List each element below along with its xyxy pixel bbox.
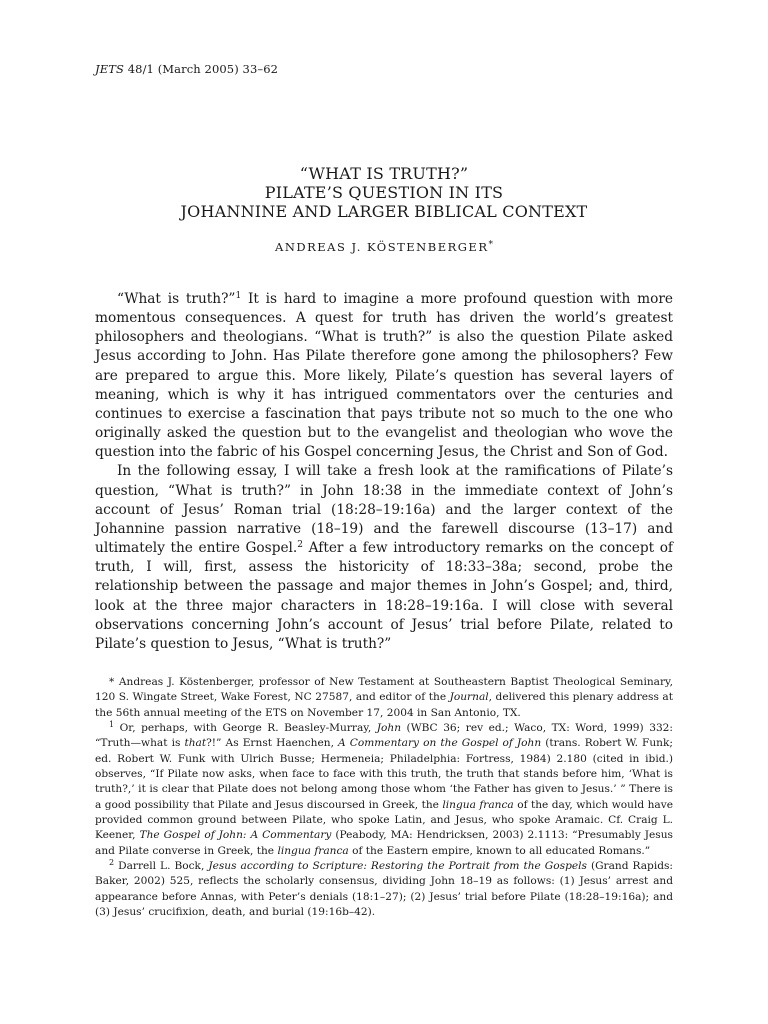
footnote-star <box>95 675 673 721</box>
footnote-1-italic: that <box>184 737 207 750</box>
footnote-star-mark: * <box>109 676 115 688</box>
title-line-3: JOHANNINE AND LARGER BIBLICAL CONTEXT <box>180 202 588 221</box>
title-line-2: PILATE’S QUESTION IN ITS <box>264 183 504 202</box>
journal-abbrev: JETS <box>95 62 124 76</box>
body-paragraph-2 <box>95 462 673 654</box>
footnote-1-text: (WBC 36; rev ed.; Waco, TX: Word, 1999) 332: “Truth—what is <box>95 722 673 750</box>
footnote-1-mark: 1 <box>109 720 115 730</box>
footnote-1-text: of the Eastern empire, known to all educated Romans.” <box>348 844 651 857</box>
paragraph-2-text-a: In the following essay, I will take a fresh look at the ramifications of Pilate’s question, “What is truth?” in John 18:38 in the immediate context of John’s account of Jesus’ Roman trial (18:28–19:16a) and the larger context of the Johannine passion narrative (18–19) and the farewell discourse (13–17) and ultimately the entire Gospel. <box>95 463 673 557</box>
footnote-2-text: (Grand Rapids: Baker, 2002) 525, reflects the scholarly consensus, dividing John 18–19 as follows: (1) Jesus’ arrest and appearance before Annas, with Peter’s denials (18:1–27); (2) Jesus’ trial before Pilate (18:28–19:16a); and (3) Jesus’ crucifixion, death, and burial (19:16b–42). <box>95 860 674 919</box>
paragraph-1-text: It is hard to imagine a more profound question with more momentous consequences. A quest for truth has driven the world’s greatest philosophers and theologians. “What is truth?” is also the question Pilate asked Jesus according to John. Has Pilate therefore gone among the philosophers? Few are prepared to argue this. More likely, Pilate’s question has several layers of meaning, which is why it has intrigued commentators over the centuries and continues to exercise a fascination that pays tribute not so much to the one who originally asked the question but to the evangelist and theologian who wove the question into the fabric of his Gospel concerning Jesus, the Christ and Son of God. <box>95 291 674 461</box>
footnote-1-text: ?!” As Ernst Haenchen, <box>206 737 339 750</box>
footnote-star-text-b: , delivered this plenary address at the 56th annual meeting of the ETS on November 17, 2004 in San Antonio, TX. <box>95 691 673 719</box>
footnote-ref-1[interactable]: 1 <box>235 291 242 301</box>
body-paragraph-1 <box>95 290 673 462</box>
running-head <box>95 62 278 76</box>
article-body <box>95 290 673 654</box>
footnote-1 <box>95 721 673 859</box>
journal-citation: 48/1 (March 2005) 33–62 <box>127 62 279 76</box>
footnote-2-mark: 2 <box>109 858 115 868</box>
footnote-star-journal: Journal <box>449 691 489 704</box>
article-title <box>95 164 673 221</box>
footnote-1-text: Or, perhaps, with George R. Beasley-Murray, <box>114 722 377 735</box>
journal-page <box>95 0 673 1024</box>
footnotes <box>95 675 673 921</box>
footnote-star-text-a: Andreas J. Köstenberger, professor of New Testament at Southeastern Baptist Theological Seminary, 120 S. Wingate Street, Wake Forest, NC 27587, and editor of the <box>95 676 673 704</box>
footnote-2 <box>95 859 673 920</box>
author-footnote-mark[interactable]: * <box>488 240 493 250</box>
paragraph-2-text-b: After a few introductory remarks on the concept of truth, I will, first, assess the historicity of 18:33–38a; second, probe the relationship between the passage and major themes in John’s Gospel; and, third, look at the three major characters in 18:28–19:16a. I will close with several observations concerning John’s account of Jesus’ trial before Pilate, related to Pilate’s question to Jesus, “What is truth?” <box>95 540 673 652</box>
footnote-1-italic: lingua franca <box>442 798 514 811</box>
footnote-1-italic: A Commentary on the Gospel of John <box>338 737 542 750</box>
footnote-1-italic: The Gospel of John: A Commentary <box>139 829 332 842</box>
footnote-2-text: Darrell L. Bock, <box>114 860 209 873</box>
footnote-1-text: of the day, which would have provided common ground between Pilate, who spoke Latin, and Jesus, who spoke Aramaic. Cf. Craig L. Keener, <box>95 798 673 842</box>
author-byline <box>95 240 673 254</box>
footnote-1-italic: John <box>376 722 402 735</box>
footnote-2-italic: Jesus according to Scripture: Restoring the Portrait from the Gospels <box>208 860 587 873</box>
author-name: ANDREAS J. KÖSTENBERGER <box>275 240 489 254</box>
footnote-1-italic: lingua franca <box>277 844 349 857</box>
opening-question: “What is truth?” <box>117 291 236 307</box>
title-line-1: “WHAT IS TRUTH?” <box>299 164 469 183</box>
footnote-ref-2[interactable]: 2 <box>297 540 304 551</box>
footnote-1-text: (trans. Robert W. Funk; ed. Robert W. Funk with Ulrich Busse; Hermeneia; Philadelphia: Fortress, 1984) 2.180 (cited in ibid.) observes, “If Pilate now asks, when face to face with this truth, the truth that stands before him, ‘What is truth?,’ it is clear that Pilate does not belong among those whom ‘the Father has given to Jesus.’ ” There is a good possibility that Pilate and Jesus discoursed in Greek, the <box>95 737 673 811</box>
footnote-1-text: (Peabody, MA: Hendricksen, 2003) 2.1113: “Presumably Jesus and Pilate converse in Greek, the <box>95 829 673 857</box>
